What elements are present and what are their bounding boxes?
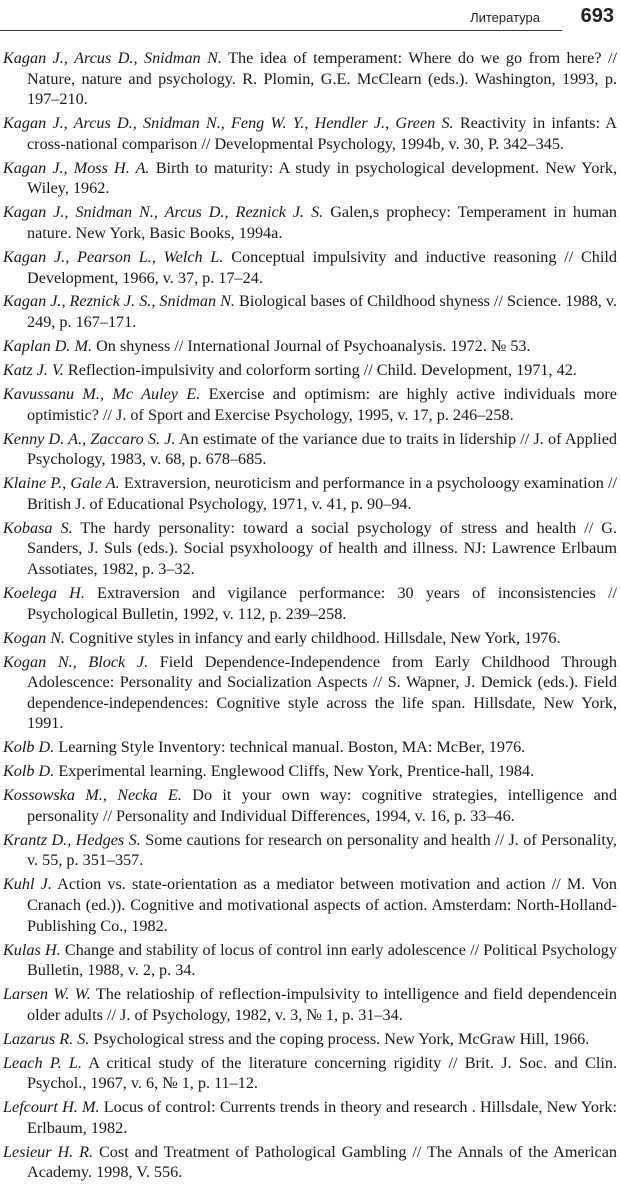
reference-entry [3,1053,617,1094]
reference-entry [3,360,617,381]
reference-entry [3,830,617,871]
reference-entry [3,583,617,624]
header-rule [0,30,562,31]
reference-authors: Larsen W. W. [3,985,91,1004]
reference-entry [3,336,617,357]
reference-entry [3,48,617,110]
reference-entry [3,518,617,580]
reference-authors: Lefcourt H. M. [3,1098,100,1117]
reference-text: Psychological stress and the coping process. New York, McGraw Hill, 1966. [89,1029,590,1048]
reference-authors: Lesieur H. R. [3,1142,94,1161]
reference-entry [3,429,617,470]
reference-authors: Kagan J., Arcus D., Snidman N., Feng W. Y., Hendler J., Green S. [3,114,454,133]
reference-authors: Kuhl J. [3,875,52,894]
reference-text: Birth to maturity: A study in psychological development. New York, Wiley, 1962. [27,158,617,198]
reference-authors: Kobasa S. [3,518,73,537]
reference-text: Locus of control: Currents trends in theory and research . Hillsdale, New York: Erlbaum, 1982. [27,1098,617,1137]
reference-authors: Kagan J., Pearson L., Welch L. [3,247,224,266]
reference-authors: Kagan J., Snidman N., Arcus D., Reznick J. S. [3,203,324,222]
reference-text: An estimate of the variance due to traits in lidership // J. of Applied Psychology, 1983, v. 68, p. 678–685. [27,429,617,469]
reference-text: Do it your own way: cognitive strategies, intelligence and personality // Personality and Individual Differences, 1994, v. 16, p. 33–46. [27,786,617,825]
reference-authors: Kaplan D. M. [3,337,93,356]
reference-text: Cost and Treatment of Pathological Gambling // The Annals of the American Academy. 1998, V. 556. [27,1142,617,1182]
reference-text: Conceptual impulsivity and inductive reasoning // Child Development, 1966, v. 37, p. 17–24. [27,247,617,287]
reference-entry [3,785,617,826]
reference-text: Reactivity in infants: A cross-national comparison // Developmental Psychology, 1994b, v. 30, P. 342–345. [27,114,617,153]
reference-list [3,48,617,1186]
reference-authors: Kagan J., Reznick J. S., Snidman N. [3,292,235,311]
reference-text: Some cautions for research on personality and health // J. of Personality, v. 55, p. 351–357. [27,830,617,870]
reference-authors: Klaine P., Gale A. [3,474,120,493]
reference-text: The hardy personality: toward a social psychology of stress and health // G. Sanders, J. Suls (eds.). Social psyxholoogy of health and illness. NJ: Lawrence Erlbaum Assotiates, 1982, p. 3–32. [27,518,617,578]
reference-text: The relatioship of reflection-impulsivity to intelligence and field dependencein older adults // J. of Psychology, 1982, v. 3, № 1, p. 31–34. [27,985,618,1024]
reference-entry [3,1029,617,1050]
reference-entry [3,1142,617,1183]
reference-entry [3,291,617,332]
reference-entry [3,247,617,288]
reference-text: Galen,s prophecy: Temperament in human nature. New York, Basic Books, 1994a. [27,203,617,242]
reference-authors: Kogan N. [3,628,66,647]
reference-text: The idea of temperament: Where do we go from here? // Nature, nature and psychology. R. Plomin, G.E. McClearn (eds.). Washington, 1993, p. 197–210. [27,49,617,109]
reference-authors: Krantz D., Hedges S. [3,830,141,849]
reference-authors: Kagan J., Arcus D., Snidman N. [3,49,222,67]
reference-authors: Leach P. L. [3,1053,82,1072]
reference-authors: Kenny D. A., Zaccaro S. J. [3,429,176,448]
reference-entry [3,202,617,243]
reference-text: Exercise and optimism: are highly active individuals more optimistic? // J. of Sport and Exercise Psychology, 1995, v. 17, p. 246–258. [27,385,617,424]
reference-text: Experimental learning. Englewood Cliffs, New York, Prentice-hall, 1984. [54,762,535,781]
reference-entry [3,737,617,758]
reference-authors: Kulas H. [3,940,61,959]
reference-entry [3,984,617,1025]
reference-entry [3,113,617,154]
reference-authors: Koelega H. [3,583,85,602]
reference-entry [3,158,617,199]
reference-text: Learning Style Inventory: technical manual. Boston, MA: McBer, 1976. [54,738,526,757]
reference-authors: Kavussanu M., Mc Auley E. [3,385,201,404]
reference-text: A critical study of the literature concerning rigidity // Brit. J. Soc. and Clin. Psychol., 1967, v. 6, № 1, p. 11–12. [27,1053,617,1093]
page-header [0,0,620,34]
reference-entry [3,384,617,425]
reference-authors: Katz J. V. [3,361,64,380]
reference-text: Change and stability of locus of control inn early adolescence // Political Psychology Bulletin, 1988, v. 2, p. 34. [27,940,617,980]
reference-entry [3,652,617,734]
reference-text: Action vs. state-orientation as a mediator between motivation and action // M. Von Cranach (ed.)). Cognitive and motivational aspects of action. Amsterdam: North-Holland-Publishing Co., 1982. [27,875,617,935]
reference-entry [3,1097,617,1138]
running-title: Литература [470,10,540,25]
reference-authors: Kagan J., Moss H. A. [3,158,150,177]
reference-entry [3,761,617,782]
reference-text: Extraversion and vigilance performance: 30 years of inconsistencies // Psychological Bulletin, 1992, v. 112, p. 239–258. [27,583,618,623]
reference-text: Field Dependence-Independence from Early Childhood Through Adolescence: Personality and Socialization Aspects // S. Wapner, J. Demick (eds.). Field dependence-independences: Cognitive style across the life span. Hillsdate, New York, 1991. [27,652,617,733]
reference-entry [3,874,617,936]
page-number: 693 [580,5,614,27]
reference-entry [3,473,617,514]
reference-authors: Kolb D. [3,762,55,781]
reference-text: On shyness // International Journal of Psychoanalysis. 1972. № 53. [92,337,531,356]
reference-text: Extraversion, neuroticism and performance in a psycholoogy examination // British J. of Educational Psychology, 1971, v. 41, p. 90–94. [27,474,617,513]
reference-text: Cognitive styles in infancy and early childhood. Hillsdale, New York, 1976. [65,628,561,647]
reference-authors: Kossowska M., Necka E. [3,786,182,805]
reference-authors: Kogan N., Block J. [3,652,149,671]
reference-text: Reflection-impulsivity and colorform sorting // Child. Development, 1971, 42. [63,361,577,380]
reference-authors: Kolb D. [3,738,55,757]
reference-entry [3,628,617,649]
reference-entry [3,940,617,981]
reference-text: Biological bases of Childhood shyness // Science. 1988, v. 249, p. 167–171. [27,292,617,332]
reference-authors: Lazarus R. S. [3,1029,90,1048]
